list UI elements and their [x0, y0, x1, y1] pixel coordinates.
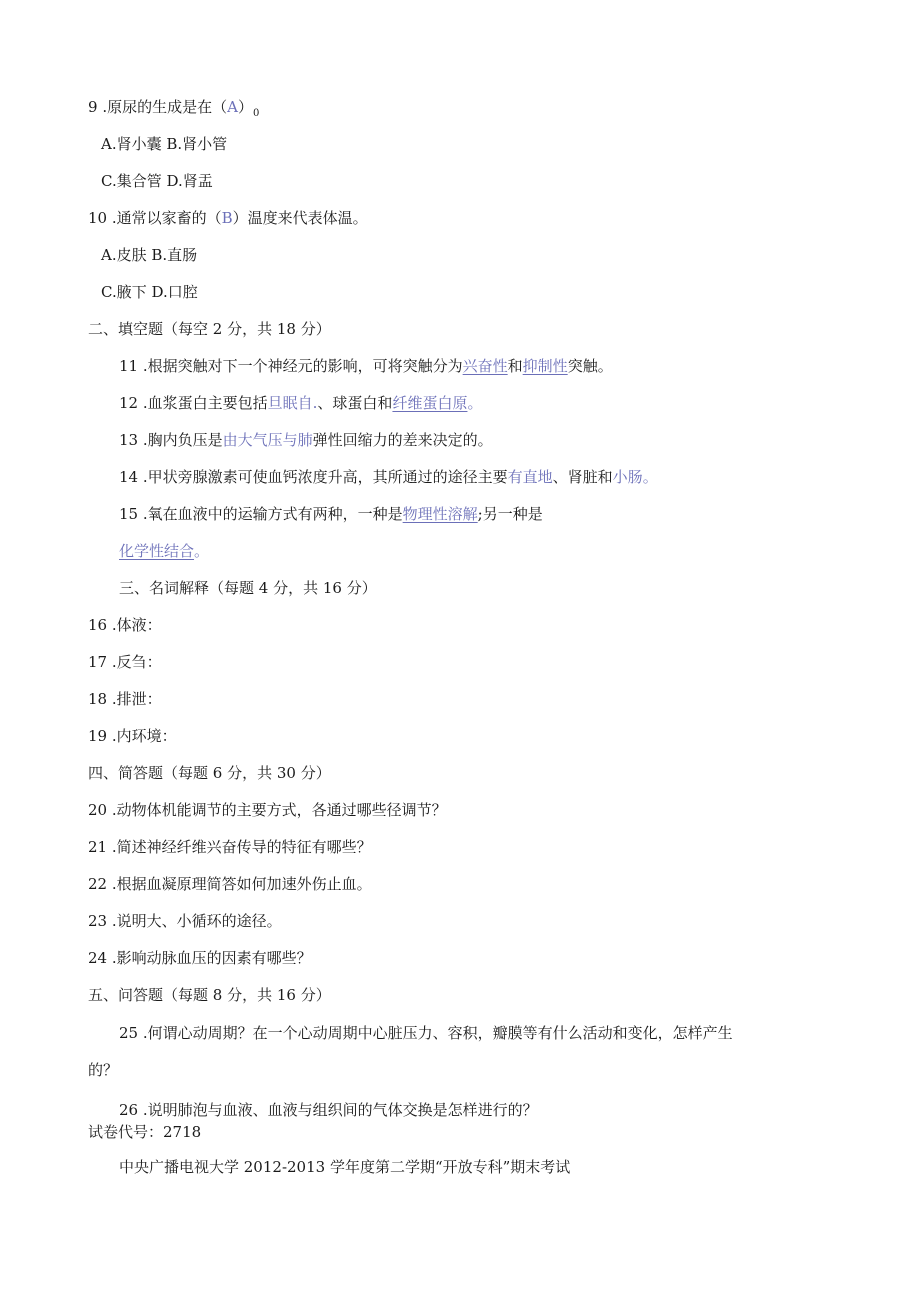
question-text: .根据突触对下一个神经元的影响，可将突触分为 [138, 357, 463, 375]
question-number: 14 [119, 468, 139, 486]
question-text: .甲状旁腺激素可使血钙浓度升高，其所通过的途径主要 [138, 468, 508, 486]
section-title-short-answer: 四、简答题（每题 6 分，共 30 分） [88, 764, 331, 782]
section-title-definitions: 三、名词解释（每题 4 分，共 16 分） [119, 579, 377, 597]
answer-blank: 小肠 [612, 468, 643, 486]
question-13 [119, 430, 493, 450]
question-number: 19 [88, 727, 108, 745]
question-15 [119, 504, 543, 524]
question-number: 18 [88, 690, 108, 708]
question-number: 17 [88, 653, 108, 671]
question-text: .血浆蛋白主要包括 [138, 394, 268, 412]
question-19 [88, 726, 177, 746]
question-text: .氧在血液中的运输方式有两种，一种是 [138, 505, 403, 523]
answer-blank: 由大气压与肺 [222, 431, 313, 449]
question-9-options-cd: C.集合管 D.肾盂 [101, 172, 213, 190]
answer-blank: 兴奋性 [462, 357, 508, 375]
question-number: 20 [88, 801, 108, 819]
answer-blank: 化学性结合 [119, 542, 195, 560]
question-number: 12 [119, 394, 139, 412]
answer-choice: A [227, 98, 238, 116]
question-21 [88, 837, 372, 857]
question-text: .排泄： [107, 690, 162, 708]
question-text: .反刍： [107, 653, 162, 671]
question-number: 26 [119, 1101, 139, 1119]
question-number: 11 [119, 357, 139, 375]
exam-title: 中央广播电视大学 2012-2013 学年度第二学期“开放专科”期末考试 [119, 1158, 571, 1176]
question-text: 突触。 [567, 357, 613, 375]
question-9 [88, 97, 259, 124]
question-14 [119, 467, 658, 487]
question-text-close: ）温度来代表体温。 [232, 209, 368, 227]
question-20 [88, 800, 447, 820]
question-18 [88, 689, 162, 709]
question-number: 13 [119, 431, 139, 449]
answer-blank: 抑制性 [522, 357, 568, 375]
answer-blank: 物理性溶解 [402, 505, 478, 523]
question-number: 16 [88, 616, 108, 634]
question-number: 24 [88, 949, 108, 967]
question-16 [88, 615, 162, 635]
question-number: 23 [88, 912, 108, 930]
question-10-options-ab: A.皮肤 B.直肠 [101, 246, 198, 264]
question-text: .体液： [107, 616, 162, 634]
question-text: 。 [194, 542, 210, 560]
question-11 [119, 356, 613, 376]
question-text: .原尿的生成是在（ [97, 98, 228, 116]
question-text: .简述神经纤维兴奋传导的特征有哪些？ [107, 838, 372, 856]
question-text: 弹性回缩力的差来决定的。 [312, 431, 493, 449]
question-number: 21 [88, 838, 108, 856]
stray-mark: 0 [252, 108, 260, 119]
question-text: .动物体机能调节的主要方式，各通过哪些径调节？ [107, 801, 447, 819]
question-number: 10 [88, 209, 108, 227]
question-text: .胸内负压是 [138, 431, 223, 449]
question-text: .说明肺泡与血液、血液与组织间的气体交换是怎样进行的？ [138, 1101, 538, 1119]
question-10-options-cd: C.腋下 D.口腔 [101, 283, 198, 301]
question-text: 和 [507, 357, 523, 375]
question-text: 、肾脏和 [552, 468, 613, 486]
question-26 [119, 1100, 538, 1120]
question-25-continued: 的？ [88, 1061, 119, 1079]
question-text: ;另一种是 [477, 505, 543, 523]
answer-blank: 纤维蛋白原 [392, 394, 468, 412]
question-15-continued [119, 541, 209, 561]
question-24 [88, 948, 312, 968]
section-title-fill-in: 二、填空题（每空 2 分，共 18 分） [88, 320, 331, 338]
question-25 [119, 1023, 733, 1043]
question-number: 25 [119, 1024, 139, 1042]
question-number: 22 [88, 875, 108, 893]
question-12 [119, 393, 482, 413]
question-text: 、球蛋白和 [317, 394, 393, 412]
question-10 [88, 208, 368, 228]
question-number: 15 [119, 505, 139, 523]
question-23 [88, 911, 282, 931]
question-text: .内环境： [107, 727, 177, 745]
section-title-essay: 五、问答题（每题 8 分，共 16 分） [88, 986, 331, 1004]
question-17 [88, 652, 162, 672]
answer-choice: B [221, 209, 233, 227]
question-text: 。 [642, 468, 658, 486]
exam-code: 试卷代号：2718 [88, 1123, 202, 1141]
answer-blank: 旦眠自. [267, 394, 318, 412]
question-text: .根据血凝原理简答如何加速外伤止血。 [107, 875, 372, 893]
question-9-options-ab: A.肾小囊 B.肾小管 [101, 135, 228, 153]
question-text-close: ） [237, 98, 253, 116]
question-text: 。 [467, 394, 483, 412]
question-text: .影响动脉血压的因素有哪些？ [107, 949, 312, 967]
answer-blank: 有直地 [507, 468, 553, 486]
question-text: .何谓心动周期？在一个心动周期中心脏压力、容积，瓣膜等有什么活动和变化，怎样产生 [138, 1024, 733, 1042]
question-text: .说明大、小循环的途径。 [107, 912, 282, 930]
question-22 [88, 874, 372, 894]
question-number: 9 [88, 98, 98, 116]
question-text: .通常以家畜的（ [107, 209, 222, 227]
